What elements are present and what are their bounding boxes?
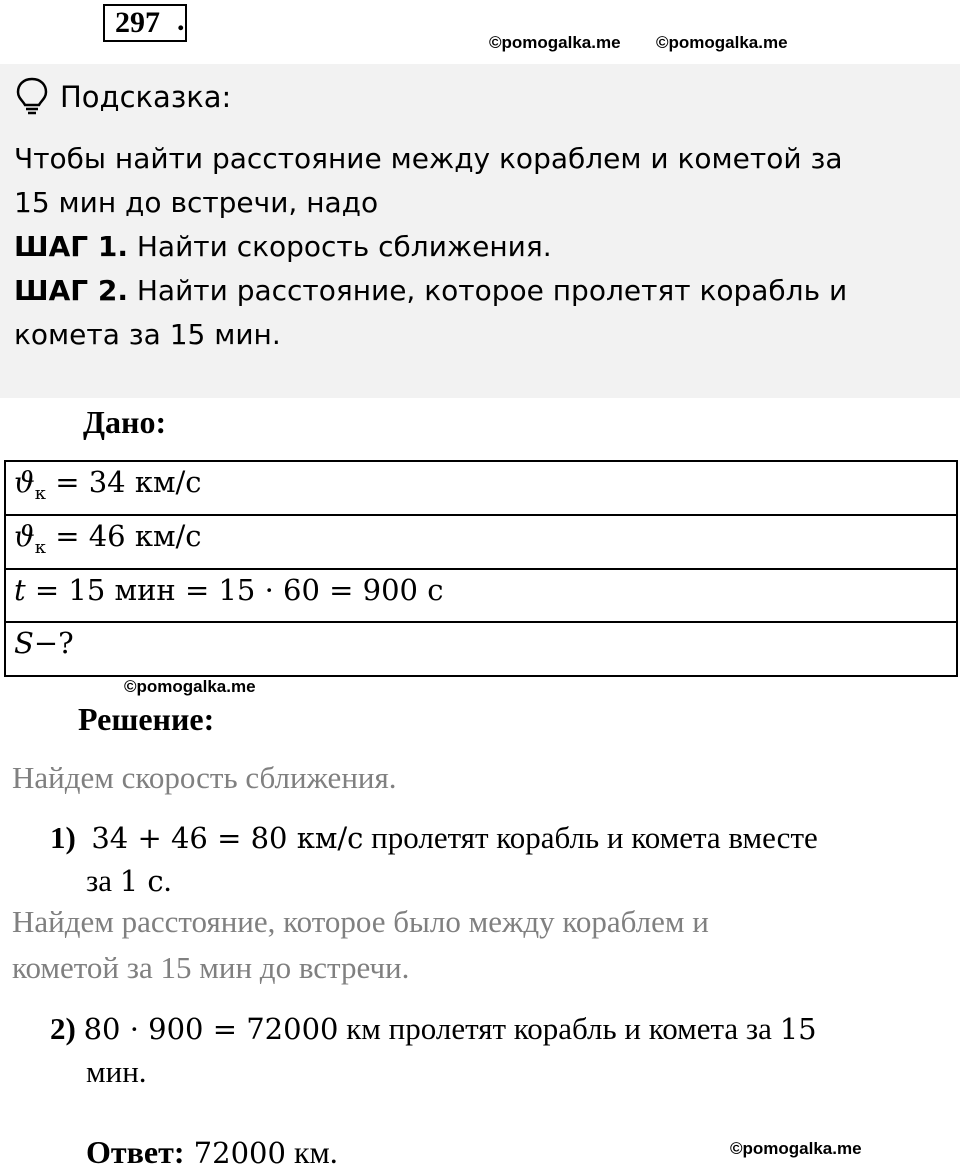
table-row: $ϑ_к = 34$ км/с xyxy=(5,461,957,515)
solution-intro-1: Найдем скорость сближения. xyxy=(12,760,397,795)
hint-line: Чтобы найти расстояние между кораблем и кометой за xyxy=(14,142,843,175)
hint-line: комета за 15 мин. xyxy=(14,318,281,351)
answer: Ответ: 72000 км. xyxy=(86,1134,338,1170)
watermark: ©pomogalka.me xyxy=(730,1139,862,1158)
watermark: ©pomogalka.me xyxy=(489,33,621,52)
problem-number-text: 297 xyxy=(115,6,160,39)
solution-title: Решение: xyxy=(78,701,215,737)
table-row: S−? xyxy=(5,622,957,676)
problem-number xyxy=(103,4,187,42)
watermark: ©pomogalka.me xyxy=(656,33,788,52)
problem-number-dot: . xyxy=(177,4,185,37)
given-title: Дано: xyxy=(83,404,167,440)
solution-step-1-cont: за 1 с. xyxy=(86,863,172,898)
solution-intro-2-cont: кометой за 15 мин до встречи. xyxy=(12,950,410,985)
lightbulb-icon xyxy=(14,76,50,116)
hint-title: Подсказка: xyxy=(60,80,232,114)
hint-step-2: ШАГ 2. Найти расстояние, которое пролетят корабль и xyxy=(14,274,848,307)
solution-step-1: 1) 34 + 46 = 80 км/с пролетят корабль и комета вместе xyxy=(50,820,818,855)
solution-step-2: 2) 80 · 900 = 72000 км пролетят корабль и комета за 15 xyxy=(50,1011,817,1046)
watermark: ©pomogalka.me xyxy=(124,677,256,696)
table-row: t = 15 мин = 15 · 60 = 900 с xyxy=(5,569,957,623)
hint-line: 15 мин до встречи, надо xyxy=(14,186,379,219)
hint-box xyxy=(0,64,960,398)
solution-intro-2: Найдем расстояние, которое было между кораблем и xyxy=(12,904,709,939)
solution-step-2-cont: мин. xyxy=(86,1054,147,1089)
hint-step-1: ШАГ 1. Найти скорость сближения. xyxy=(14,230,552,263)
given-table xyxy=(4,460,958,677)
table-row: $ϑ_к = 46$ км/с xyxy=(5,515,957,569)
